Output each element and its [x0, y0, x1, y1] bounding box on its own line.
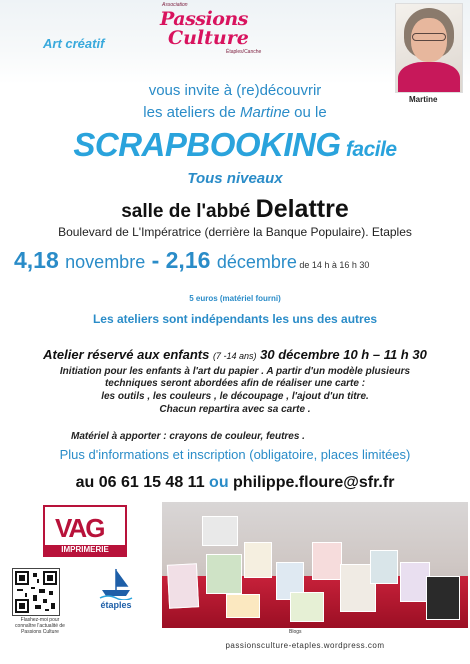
boat-icon: [96, 566, 136, 600]
logo-passions-text: Passions: [160, 8, 248, 30]
qr-code-icon[interactable]: [12, 568, 60, 616]
logo-culture-text: Culture: [168, 27, 249, 49]
photo-caption-small: Blogs: [289, 629, 302, 635]
blog-url[interactable]: passionsculture-etaples.wordpress.com: [225, 641, 385, 650]
etaples-logo: étaples: [96, 566, 136, 616]
email-link[interactable]: philippe.floure@sfr.fr: [233, 474, 395, 491]
cards-photo: [162, 502, 468, 628]
invite-line-2: les ateliers de Martine ou le: [143, 104, 327, 121]
logo-association-text: Association: [162, 2, 188, 8]
phone-number[interactable]: 06 61 15 48 11: [98, 474, 205, 491]
martine-photo: [395, 3, 463, 93]
art-creatif-tag: Art créatif: [43, 36, 105, 51]
kids-desc-line: Chacun repartira avec sa carte .: [159, 404, 311, 415]
kids-desc-line: Initiation pour les enfants à l'art du papier . A partir d'un modèle plusieurs: [59, 366, 411, 377]
room-name: salle de l'abbé Delattre: [121, 195, 349, 223]
vag-imprimerie-logo: VAG IMPRIMERIE: [43, 505, 127, 557]
passions-culture-logo: [158, 2, 276, 58]
kids-workshop-title: Atelier réservé aux enfants (7 -14 ans) 30 décembre 10 h – 11 h 30: [43, 347, 427, 362]
levels-text: Tous niveaux: [187, 170, 283, 187]
independent-note: Les ateliers sont indépendants les uns des autres: [92, 312, 378, 326]
invite-line-1: vous invite à (re)découvrir: [148, 82, 322, 99]
main-title: SCRAPBOOKING facile: [73, 126, 397, 163]
address: Boulevard de L'Impératrice (derrière la Banque Populaire). Etaples: [58, 225, 412, 239]
logo-town-text: Étaples/Canche: [226, 49, 262, 55]
info-text: Plus d'informations et inscription (obligatoire, places limitées): [59, 447, 411, 462]
material-text: Matériel à apporter : crayons de couleur, feutres .: [71, 431, 305, 442]
photo-caption: Martine: [409, 95, 438, 104]
session-dates: 4,18 novembre - 2,16 décembre de 14 h à 16 h 30: [14, 247, 370, 273]
qr-caption: Flashez-moi pour connaître l'actualité de Passions Culture: [15, 617, 65, 635]
kids-desc-line: techniques seront abordées afin de réaliser une carte :: [104, 378, 366, 389]
price-text: 5 euros (matériel fourni): [189, 294, 281, 303]
contact-line: au 06 61 15 48 11 ou philippe.floure@sfr.fr: [75, 474, 395, 491]
kids-desc-line: les outils , les couleurs , le découpage , l'ajout d'un titre.: [101, 391, 369, 402]
